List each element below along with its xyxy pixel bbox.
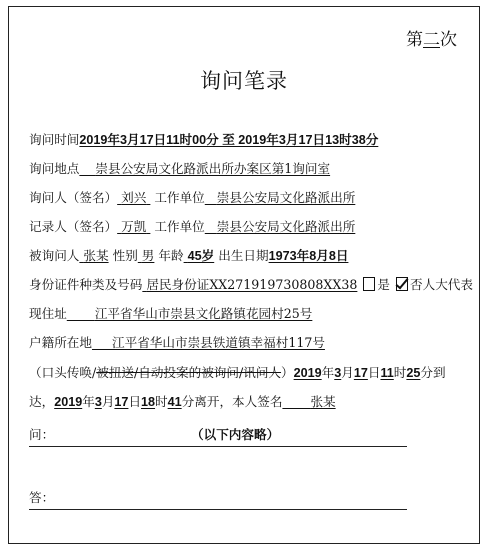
arrive-hour: 11 (380, 366, 394, 380)
npc-no-label: 否人大代表 (410, 277, 473, 292)
inquirer-label: 询问人（签名） (29, 190, 118, 205)
count-prefix: 第 (406, 30, 423, 50)
departure-row: 达，2019年3月17日18时41分离开，本人签名 张某 (29, 394, 336, 409)
inquiry-time-row (29, 131, 378, 149)
inquiry-location-row (29, 160, 330, 178)
recorder-label: 记录人（签名） (29, 219, 118, 234)
arrive-month: 3 (334, 366, 342, 380)
inquiry-location-value: 崇县公安局文化路派出所办案区第1询问室 (95, 161, 331, 176)
departure-prefix: 达， (29, 394, 55, 409)
arrival-row: （口头传唤/被扭送/自动投案的被询问/讯问人）2019年3月17日11时25分到 (29, 365, 446, 380)
leave-hour: 18 (141, 395, 156, 409)
birth-value: 1973年8月8日 (268, 249, 349, 263)
npc-yes-checkbox[interactable] (363, 277, 375, 291)
household-label: 户籍所在地 (29, 335, 92, 350)
question-label: 问： (29, 427, 55, 442)
leave-day: 17 (114, 395, 129, 409)
inquiry-location-label: 询问地点 (29, 161, 80, 176)
recorder-unit-label: 工作单位 (154, 219, 205, 234)
leave-year: 2019 (54, 395, 83, 409)
count-value: 二 (423, 30, 440, 50)
session-count (406, 25, 457, 50)
gender-value: 男 (141, 248, 155, 263)
subject-signature: 张某 (310, 394, 336, 409)
inquiry-time-label: 询问时间 (29, 132, 80, 147)
leave-minute: 41 (167, 395, 182, 409)
subject-name: 张某 (83, 248, 109, 263)
gender-label: 性别 (112, 248, 138, 263)
arrival-struck-options: 被扭送/自动投案的被询问/讯问人 (96, 365, 282, 380)
id-value: 居民身份证XX271919730808XX38 (146, 277, 358, 292)
recorder-unit: 崇县公安局文化路派出所 (216, 219, 356, 234)
id-row (29, 276, 473, 294)
arrive-day: 17 (353, 366, 368, 380)
arrive-year: 2019 (293, 366, 322, 380)
id-label: 身份证件种类及号码 (29, 277, 143, 292)
household-value: 江平省华山市崇县铁道镇幸福村117号 (112, 335, 325, 350)
age-label: 年龄 (158, 248, 184, 263)
arrive-minute: 25 (406, 366, 421, 380)
leave-month: 3 (94, 395, 102, 409)
arrival-prefix: （口头传唤/ (29, 365, 97, 380)
departure-tail: 离开，本人签名 (194, 394, 283, 409)
inquirer-unit-label: 工作单位 (154, 190, 205, 205)
household-row (29, 334, 325, 352)
arrival-suffix: ） (281, 365, 294, 380)
inquiry-time-value: 2019年3月17日11时00分 至 2019年3月17日13时38分 (79, 133, 379, 147)
residence-value: 江平省华山市崇县文化路镇花园村25号 (94, 306, 313, 321)
question-row (29, 426, 54, 444)
recorder-name: 万凯 (121, 219, 147, 234)
npc-no-checkbox[interactable] (396, 277, 408, 291)
residence-label: 现住址 (29, 306, 67, 321)
answer-row (29, 489, 54, 507)
omitted-content-note: （以下内容略） (191, 427, 280, 442)
inquiry-record-page (8, 6, 480, 544)
subject-row (29, 247, 348, 265)
recorder-row (29, 218, 355, 236)
answer-label: 答： (29, 490, 55, 505)
npc-yes-label: 是 (377, 277, 390, 292)
subject-label: 被询问人 (29, 248, 80, 263)
inquirer-row (29, 189, 355, 207)
answer-line (29, 509, 407, 510)
arrive-tail: 到 (433, 365, 446, 380)
page-title: 询问笔录 (200, 69, 288, 93)
inquirer-unit: 崇县公安局文化路派出所 (216, 190, 356, 205)
birth-label: 出生日期 (218, 248, 269, 263)
question-answer-line (29, 446, 407, 447)
age-value: 45岁 (187, 249, 215, 263)
inquirer-name: 刘兴 (121, 190, 147, 205)
residence-row (29, 305, 312, 323)
count-suffix: 次 (440, 30, 457, 50)
